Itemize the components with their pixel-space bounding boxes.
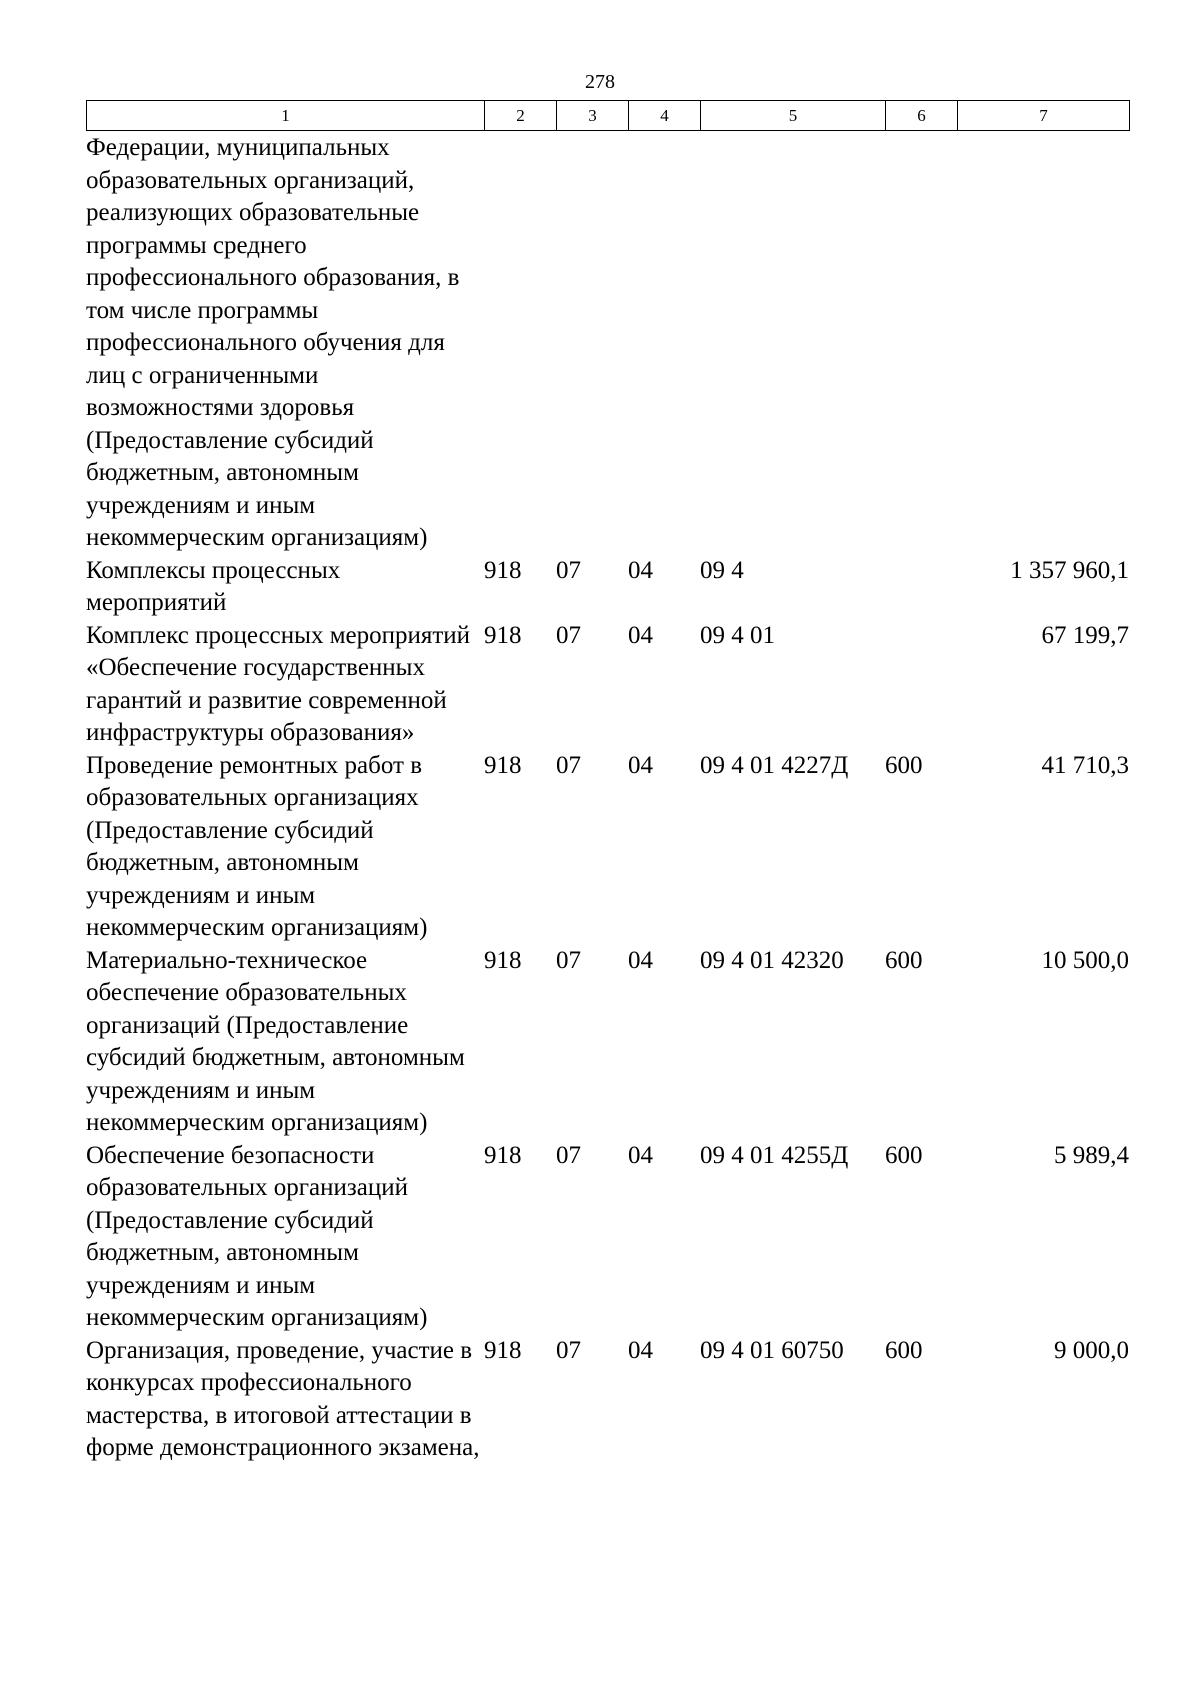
row-amount: 41 710,3 [1041, 751, 1129, 779]
row-name: Комплекс процессных мероприятий «Обеспечение государственных гарантий и развитие современной инфраструктуры образования» [86, 621, 471, 746]
row-target-article [700, 132, 885, 555]
row-name: Федерации, муниципальных образовательных организаций, реализующих образовательные программы среднего профессионального образования, в том числе программы профессионального обучения для лиц с ограниченными возможностями здоровья (Предоставление субсидий бюджетным, автономным учреждениям и иным некоммерческим организациям) [86, 134, 460, 551]
column-header-6: 6 [886, 101, 958, 131]
column-header-7: 7 [958, 101, 1130, 131]
row-expense-type [885, 620, 957, 750]
row-amount: 5 989,4 [1054, 1141, 1129, 1169]
row-amount: 9 000,0 [1054, 1336, 1129, 1364]
row-subsection-code: 04 [628, 621, 653, 649]
row-target-article: 09 4 [700, 556, 744, 584]
row-ministry-code [484, 132, 556, 555]
row-section-code [556, 132, 628, 555]
table-row [86, 1140, 1129, 1335]
table-row [86, 620, 1129, 750]
page-number: 278 [585, 71, 615, 93]
row-expense-type [885, 132, 957, 555]
row-section-code: 07 [556, 556, 581, 584]
row-expense-type [885, 555, 957, 620]
row-name: Проведение ремонтных работ в образовательных организациях (Предоставление субсидий бюджетным, автономным учреждениям и иным некоммерческим организациям) [86, 751, 428, 941]
column-header-table [86, 100, 1130, 131]
row-section-code: 07 [556, 946, 581, 974]
row-section-code: 07 [556, 621, 581, 649]
row-expense-type: 600 [885, 946, 923, 974]
table-row [86, 555, 1129, 620]
row-name: Обеспечение безопасности образовательных организаций (Предоставление субсидий бюджетным, автономным учреждениям и иным некоммерческим организациям) [86, 1141, 428, 1331]
row-target-article: 09 4 01 4255Д [700, 1141, 849, 1169]
row-section-code: 07 [556, 751, 581, 779]
row-amount [957, 132, 1129, 555]
row-ministry-code: 918 [484, 621, 522, 649]
column-header-4: 4 [629, 101, 701, 131]
row-ministry-code: 918 [484, 1336, 522, 1364]
row-subsection-code: 04 [628, 1336, 653, 1364]
table-row [86, 1335, 1129, 1465]
row-amount: 10 500,0 [1041, 946, 1129, 974]
row-expense-type: 600 [885, 1336, 923, 1364]
row-amount: 1 357 960,1 [1010, 556, 1129, 584]
column-header-3: 3 [557, 101, 629, 131]
table-row [86, 132, 1129, 555]
row-ministry-code: 918 [484, 556, 522, 584]
row-target-article: 09 4 01 60750 [700, 1336, 844, 1364]
table-row [86, 750, 1129, 945]
row-ministry-code: 918 [484, 946, 522, 974]
table-row [86, 945, 1129, 1140]
row-amount: 67 199,7 [1041, 621, 1129, 649]
row-target-article: 09 4 01 [700, 621, 775, 649]
row-name: Организация, проведение, участие в конкурсах профессионального мастерства, в итоговой аттестации в форме демонстрационного экзамена, [86, 1336, 480, 1461]
column-header-2: 2 [485, 101, 557, 131]
row-name: Комплексы процессных мероприятий [86, 556, 341, 616]
row-section-code: 07 [556, 1336, 581, 1364]
column-header-row [87, 101, 1130, 131]
column-header-5: 5 [701, 101, 886, 131]
row-subsection-code: 04 [628, 1141, 653, 1169]
row-subsection-code: 04 [628, 751, 653, 779]
row-name: Материально-техническое обеспечение образовательных организаций (Предоставление субсидий бюджетным, автономным учреждениям и иным некоммерческим организациям) [86, 946, 465, 1136]
row-subsection-code [628, 132, 700, 555]
row-ministry-code: 918 [484, 751, 522, 779]
row-subsection-code: 04 [628, 946, 653, 974]
row-expense-type: 600 [885, 751, 923, 779]
row-target-article: 09 4 01 42320 [700, 946, 844, 974]
row-ministry-code: 918 [484, 1141, 522, 1169]
column-header-1: 1 [87, 101, 485, 131]
row-subsection-code: 04 [628, 556, 653, 584]
row-expense-type: 600 [885, 1141, 923, 1169]
row-target-article: 09 4 01 4227Д [700, 751, 849, 779]
row-section-code: 07 [556, 1141, 581, 1169]
budget-table [86, 132, 1129, 1465]
